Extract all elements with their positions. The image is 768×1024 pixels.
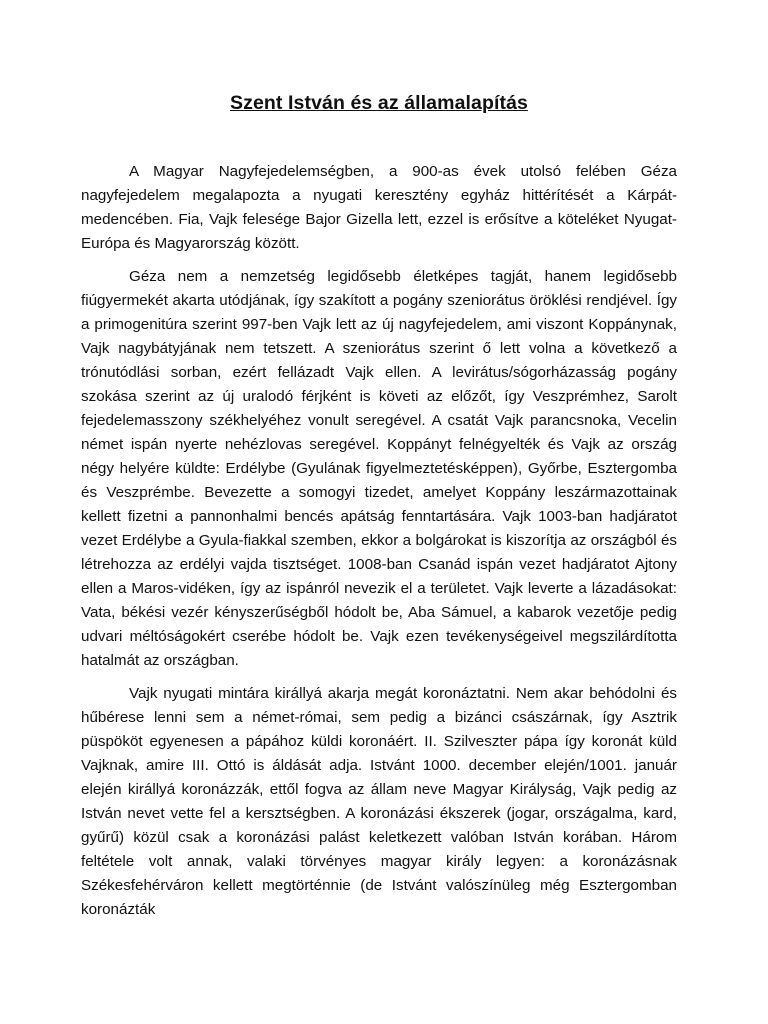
- paragraph-3: Vajk nyugati mintára királlyá akarja megát koronáztatni. Nem akar behódolni és hűbérese lenni sem a német-római, sem pedig a bizánci császárnak, így Asztrik püspököt egyenesen a pápához küldi koronáért. II. Szilveszter pápa így koronát küld Vajknak, amire III. Ottó is áldását adja. Istvánt 1000. december elején/1001. január elején királlyá koronázzák, ettől fogva az állam neve Magyar Királyság, Vajk pedig az István nevet vette fel a kersztségben. A koronázási ékszerek (jogar, országalma, kard, gyűrű) közül csak a koronázási palást keletkezett valóban István korában. Három feltétele volt annak, valaki törvényes magyar király legyen: a koronázásnak Székesfehérváron kellett megtörténnie (de Istvánt valószínüleg még Esztergomban koronázták: [81, 685, 677, 918]
- document-body: [81, 160, 677, 922]
- document-title: Szent István és az államalapítás: [229, 92, 528, 114]
- document-page: [81, 0, 677, 931]
- paragraph-2: Géza nem a nemzetség legidősebb életképes tagját, hanem legidősebb fiúgyermekét akarta utódjának, így szakított a pogány szeniorátus öröklési rendjével. Így a primogenitúra szerint 997-ben Vajk lett az új nagyfejedelem, ami viszont Koppánynak, Vajk nagybátyjának nem tetszett. A szeniorátus szerint ő lett volna a következő a trónutódlási sorban, ezért fellázadt Vajk ellen. A levirátus/sógorházasság pogány szokása szerint az új uralodó férjként is követi az előzőt, így Veszprémhez, Sarolt fejedelemasszony székhelyéhez vonult seregével. A csatát Vajk parancsnoka, Vecelin német ispán nyerte nehézlovas seregével. Koppányt felnégyelték és Vajk az ország négy helyére küldte: Erdélybe (Gyulának figyelmeztetésképpen), Győrbe, Esztergomba és Veszprémbe. Bevezette a somogyi tizedet, amelyet Koppány leszármazottainak kellett fizetni a pannonhalmi bencés apátság fenntartására. Vajk 1003-ban hadjáratot vezet Erdélybe a Gyula-fiakkal szemben, ekkor a bolgárokat is kiszorítja az országból és létrehozza az erdélyi vajda tisztséget. 1008-ban Csanád ispán vezet hadjáratot Ajtony ellen a Maros-vidéken, így az ispánról nevezik el a területet. Vajk leverte a lázadásokat: Vata, békési vezér kényszerűségből hódolt be, Aba Sámuel, a kabarok vezetője pedig udvari méltóságokért cserébe hódolt be. Vajk ezen tevékenységeivel megszilárdította hatalmát az országban.: [81, 268, 677, 669]
- paragraph-1: A Magyar Nagyfejedelemségben, a 900-as évek utolsó felében Géza nagyfejedelem megalapozta a nyugati keresztény egyház hittérítését a Kárpát-medencében. Fia, Vajk felesége Bajor Gizella lett, ezzel is erősítve a köteléket Nyugat-Európa és Magyarország között.: [81, 163, 677, 252]
